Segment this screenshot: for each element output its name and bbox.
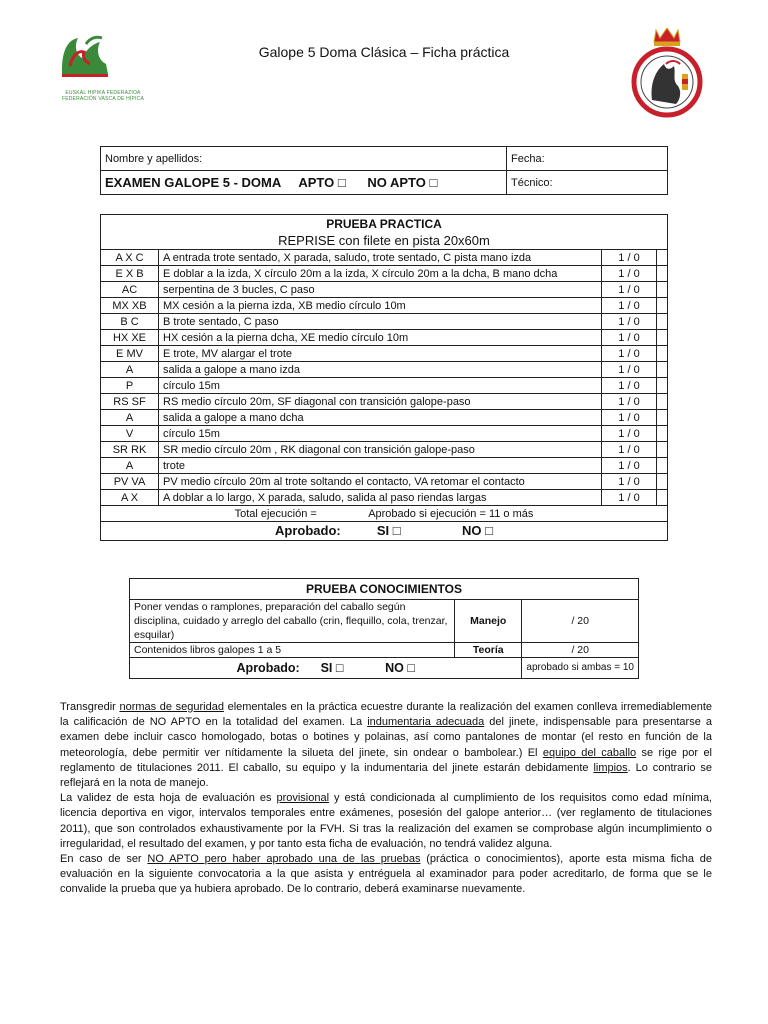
exam-label: EXAMEN GALOPE 5 - DOMA (105, 175, 281, 190)
movement-description: E doblar a la izda, X círculo 20m a la izda, X círculo 20m a la dcha, B mano dcha (159, 266, 602, 282)
extra-cell (657, 330, 668, 346)
practica-title: PRUEBA PRACTICA (101, 215, 668, 233)
movement-code: A X C (101, 250, 159, 266)
table-row (101, 330, 668, 346)
practica-total-row (101, 506, 668, 522)
conoc-pass-note: aprobado si ambas = 10 (522, 658, 639, 679)
text-underlined: indumentaria adecuada (367, 716, 485, 729)
movement-code: AC (101, 282, 159, 298)
conoc-teoria-row (130, 643, 639, 658)
club-crest-logo (626, 26, 708, 118)
rules-text (60, 700, 712, 898)
movement-description: E trote, MV alargar el trote (159, 346, 602, 362)
table-row (101, 458, 668, 474)
movement-description: PV medio círculo 20m al trote soltando el contacto, VA retomar el contacto (159, 474, 602, 490)
score-cell[interactable]: 1 / 0 (602, 474, 657, 490)
header-row-name (101, 147, 668, 171)
apto-checkbox[interactable]: APTO □ (298, 175, 346, 190)
text-segment: Transgredir (60, 701, 120, 713)
text-segment: . Lo contrario se reflejará en la nota de manejo. (60, 761, 713, 790)
table-row (101, 250, 668, 266)
teoria-description: Contenidos libros galopes 1 a 5 (130, 643, 455, 658)
practica-subtitle-row (101, 232, 668, 250)
rules-paragraph-validity (60, 791, 712, 852)
score-cell[interactable]: 1 / 0 (602, 330, 657, 346)
practical-test-table (100, 214, 668, 541)
extra-cell (657, 410, 668, 426)
extra-cell (657, 442, 668, 458)
movement-code: HX XE (101, 330, 159, 346)
table-row (101, 410, 668, 426)
extra-cell (657, 378, 668, 394)
total-note: Aprobado si ejecución = 11 o más (368, 507, 534, 520)
text-underlined: limpios (593, 761, 628, 774)
score-cell[interactable]: 1 / 0 (602, 490, 657, 506)
text-segment: del jinete, indispensable para presentarse a examen debe incluir casco homologado, botas o botines y polainas, así como pantalones de montar (el resto en función de la meteorología, debe permitir ver nítidamente la silueta del jinete, sin ondear o bambolear.) El (60, 716, 712, 759)
name-field[interactable]: Nombre y apellidos: (101, 147, 507, 171)
extra-cell (657, 314, 668, 330)
table-row (101, 298, 668, 314)
federation-logo (48, 30, 158, 100)
table-row (101, 442, 668, 458)
movement-description: salida a galope a mano dcha (159, 410, 602, 426)
practica-no-checkbox[interactable]: NO □ (462, 523, 493, 538)
movement-code: E X B (101, 266, 159, 282)
conoc-title: PRUEBA CONOCIMIENTOS (130, 579, 639, 600)
extra-cell (657, 282, 668, 298)
conoc-title-row (130, 579, 639, 600)
conoc-aprobado-row (130, 658, 639, 679)
total-cell (101, 506, 668, 522)
score-cell[interactable]: 1 / 0 (602, 250, 657, 266)
knowledge-test-table (129, 578, 639, 679)
text-segment: se rige por el reglamento de titulaciones 2011. El caballo, su equipo y la indumentaria del jinete estarán debidamente (60, 746, 713, 774)
extra-cell (657, 490, 668, 506)
federation-name-basque: EUSKAL HIPIKA FEDERAZIOA (65, 90, 141, 96)
teoria-score-field[interactable]: / 20 (522, 643, 639, 658)
movement-code: B C (101, 314, 159, 330)
movement-description: A entrada trote sentado, X parada, saludo, trote sentado, C pista mano izda (159, 250, 602, 266)
table-row (101, 266, 668, 282)
extra-cell (657, 298, 668, 314)
rules-paragraph-no-apto (60, 852, 712, 898)
extra-cell (657, 250, 668, 266)
conoc-aprobado-cell (130, 658, 522, 679)
table-row (101, 362, 668, 378)
movement-code: A (101, 458, 159, 474)
conoc-aprobado-label: Aprobado: (236, 661, 300, 675)
extra-cell (657, 346, 668, 362)
movement-code: P (101, 378, 159, 394)
movement-code: SR RK (101, 442, 159, 458)
score-cell[interactable]: 1 / 0 (602, 346, 657, 362)
text-underlined: equipo del caballo (542, 746, 637, 759)
text-underlined: provisional (276, 792, 330, 805)
movement-description: círculo 15m (159, 378, 602, 394)
text-segment: (práctica o conocimientos), aporte esta misma ficha de evaluación en la siguiente convocatoria a la que asista y entréguela al examinador para poder acreditarlo, de forma que se le convalide la prueba que ya hubiera aprobado. De lo contrario, deberá examinarse nuevamente. (60, 853, 712, 896)
teoria-label: Teoría (455, 643, 522, 658)
movement-description: B trote sentado, C paso (159, 314, 602, 330)
movement-code: E MV (101, 346, 159, 362)
table-row (101, 474, 668, 490)
practica-aprobado-row (101, 522, 668, 541)
movement-code: RS SF (101, 394, 159, 410)
practica-si-checkbox[interactable]: SI □ (376, 523, 401, 538)
text-underlined: NO APTO pero haber aprobado una de las pruebas (147, 853, 421, 866)
score-cell[interactable]: 1 / 0 (602, 442, 657, 458)
text-segment: La validez de esta hoja de evaluación es (60, 792, 277, 805)
movement-code: A (101, 362, 159, 378)
manejo-label: Manejo (455, 600, 522, 643)
movement-description: SR medio círculo 20m , RK diagonal con transición galope-paso (159, 442, 602, 458)
movement-description: MX cesión a la pierna izda, XB medio círculo 10m (159, 298, 602, 314)
table-row (101, 282, 668, 298)
score-cell[interactable]: 1 / 0 (602, 410, 657, 426)
score-cell[interactable]: 1 / 0 (602, 426, 657, 442)
conoc-manejo-row (130, 600, 639, 643)
movement-code: PV VA (101, 474, 159, 490)
exam-result-cell (101, 171, 507, 195)
extra-cell (657, 458, 668, 474)
movement-description: trote (159, 458, 602, 474)
extra-cell (657, 362, 668, 378)
table-row (101, 346, 668, 362)
text-underlined: normas de seguridad (119, 701, 224, 713)
score-cell[interactable]: 1 / 0 (602, 298, 657, 314)
score-cell[interactable]: 1 / 0 (602, 378, 657, 394)
text-segment: y está condicionada al cumplimiento de los requisitos como edad mínima, licencia deportiva en vigor, intervalos temporales entre exámenes, posesión del galope anterior… (ver reglamento de titulaciones 2011), que son controlados exhaustivamente por la FVH. Si tras la realización del examen se comprobase algún incumplimiento o irregularidad, el resultado del examen, y por tanto esta ficha de evaluación, no tendrá validez alguna. (60, 792, 712, 850)
score-cell[interactable]: 1 / 0 (602, 458, 657, 474)
extra-cell (657, 394, 668, 410)
table-row (101, 378, 668, 394)
movement-description: RS medio círculo 20m, SF diagonal con transición galope-paso (159, 394, 602, 410)
crown-horse-crest-icon (626, 26, 708, 118)
movement-code: A (101, 410, 159, 426)
no-apto-checkbox[interactable]: NO APTO □ (367, 175, 438, 190)
exam-header-table (100, 146, 668, 195)
text-segment: elementales en la práctica ecuestre durante la realización del examen conlleva irremediablemente la calificación de NO APTO en la totalidad del examen. La (60, 701, 713, 729)
date-field[interactable]: Fecha: (507, 147, 668, 171)
movement-description: círculo 15m (159, 426, 602, 442)
tecnico-field[interactable]: Técnico: (507, 171, 668, 195)
score-cell[interactable]: 1 / 0 (602, 266, 657, 282)
score-cell[interactable]: 1 / 0 (602, 282, 657, 298)
conoc-no-checkbox[interactable]: NO □ (385, 661, 415, 675)
practica-subtitle: REPRISE con filete en pista 20x60m (101, 232, 668, 250)
movement-code: V (101, 426, 159, 442)
movement-description: serpentina de 3 bucles, C paso (159, 282, 602, 298)
extra-cell (657, 426, 668, 442)
practica-aprobado-cell (101, 522, 668, 541)
movement-code: A X (101, 490, 159, 506)
manejo-description: Poner vendas o ramplones, preparación del caballo según disciplina, cuidado y arreglo del caballo (crin, flequillo, cola, trenzar, esquilar) (130, 600, 455, 643)
header-row-exam (101, 171, 668, 195)
text-segment: En caso de ser (60, 853, 148, 866)
movement-description: A doblar a lo largo, X parada, saludo, salida al paso riendas largas (159, 490, 602, 506)
rules-paragraph-safety (60, 700, 712, 791)
extra-cell (657, 474, 668, 490)
table-row (101, 314, 668, 330)
score-cell[interactable]: 1 / 0 (602, 394, 657, 410)
conoc-si-checkbox[interactable]: SI □ (320, 661, 344, 675)
table-row (101, 490, 668, 506)
movement-description: salida a galope a mano izda (159, 362, 602, 378)
total-label: Total ejecución = (234, 507, 317, 520)
practica-title-row (101, 215, 668, 233)
score-cell[interactable]: 1 / 0 (602, 314, 657, 330)
extra-cell (657, 266, 668, 282)
table-row (101, 394, 668, 410)
movement-description: HX cesión a la pierna dcha, XE medio círculo 10m (159, 330, 602, 346)
page-title: Galope 5 Doma Clásica – Ficha práctica (258, 44, 510, 60)
practica-aprobado-label: Aprobado: (275, 523, 341, 538)
federation-name-spanish: FEDERACIÓN VASCA DE HÍPICA (61, 96, 145, 102)
movement-code: MX XB (101, 298, 159, 314)
manejo-score-field[interactable]: / 20 (522, 600, 639, 643)
score-cell[interactable]: 1 / 0 (602, 362, 657, 378)
table-row (101, 426, 668, 442)
